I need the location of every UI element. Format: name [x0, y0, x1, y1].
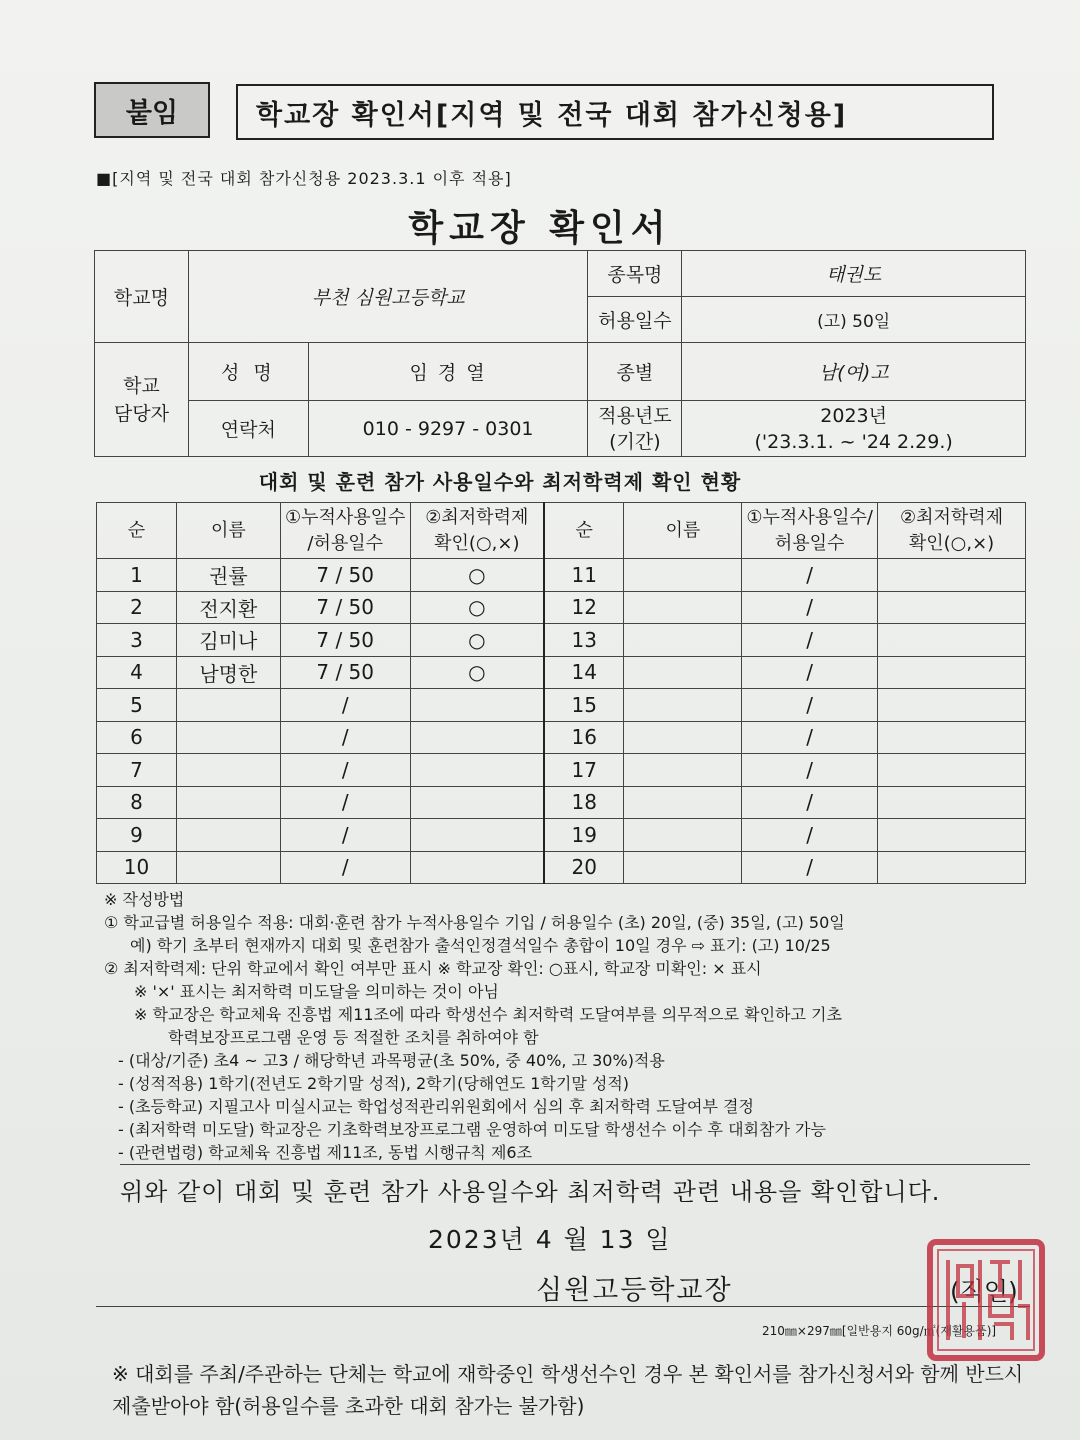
table-cell-no: 17 — [544, 754, 624, 787]
table-cell-check — [878, 624, 1026, 657]
table-row — [97, 754, 1026, 787]
table-cell-no: 9 — [97, 819, 177, 852]
sport-value: 태권도 — [682, 251, 1026, 297]
table-cell-days: / — [280, 689, 410, 722]
table-cell-check — [410, 754, 544, 787]
table-cell-days: 7 / 50 — [280, 624, 410, 657]
table-cell-name — [624, 656, 742, 689]
applicability-note: ■[지역 및 전국 대회 참가신청용 2023.3.1 이후 적용] — [96, 169, 512, 188]
days-value: (고) 50일 — [682, 297, 1026, 343]
table-cell-check: ○ — [410, 656, 544, 689]
table-cell-days: / — [280, 851, 410, 884]
table-cell-days: / — [742, 819, 878, 852]
table-cell-name — [624, 786, 742, 819]
table-cell-no: 10 — [97, 851, 177, 884]
table-cell-days: / — [280, 819, 410, 852]
table-row — [97, 689, 1026, 722]
header-title: 학교장 확인서[지역 및 전국 대회 참가신청용] — [236, 84, 994, 140]
table-row — [97, 721, 1026, 754]
table-cell-name — [176, 721, 280, 754]
info-table — [94, 250, 1026, 457]
col-header-days: ①누적사용일수/ 허용일수 — [742, 503, 878, 559]
table-cell-days: / — [280, 754, 410, 787]
table-row — [97, 656, 1026, 689]
table-row — [97, 786, 1026, 819]
table-cell-name: 남명한 — [176, 656, 280, 689]
table-cell-no: 15 — [544, 689, 624, 722]
col-header-name: 이름 — [176, 503, 280, 559]
table-cell-no: 3 — [97, 624, 177, 657]
table-cell-check — [410, 851, 544, 884]
table-row — [97, 819, 1026, 852]
table-cell-no: 14 — [544, 656, 624, 689]
col-header-no: 순 — [97, 503, 177, 559]
table-cell-name: 전지환 — [176, 591, 280, 624]
table-cell-check — [878, 689, 1026, 722]
gender-label: 종별 — [588, 343, 682, 401]
table-cell-name — [624, 689, 742, 722]
contact-group-label: 학교 담당자 — [95, 343, 189, 457]
table-cell-name — [624, 721, 742, 754]
note-2b-cont: 학력보장프로그램 운영 등 적절한 조치를 취하여야 함 — [168, 1028, 539, 1047]
table-cell-no: 1 — [97, 559, 177, 592]
table-cell-no: 4 — [97, 656, 177, 689]
table-cell-no: 8 — [97, 786, 177, 819]
table-cell-days: / — [742, 624, 878, 657]
gender-value: 남(여)고 — [682, 343, 1026, 401]
table-cell-no: 2 — [97, 591, 177, 624]
table-cell-check — [878, 721, 1026, 754]
table-cell-check — [878, 656, 1026, 689]
table-cell-name — [624, 591, 742, 624]
table-row — [97, 624, 1026, 657]
footer-note: ※ 대회를 주최/주관하는 단체는 학교에 재학중인 학생선수인 경우 본 확인서를 참가신청서와 함께 반드시 제출받아야 함(허용일수를 초과한 대회 참가는 불가함) — [112, 1362, 1024, 1418]
table-cell-no: 13 — [544, 624, 624, 657]
table-cell-name — [176, 851, 280, 884]
table-cell-days: / — [742, 721, 878, 754]
table-cell-check: ○ — [410, 624, 544, 657]
note-1-example: 예) 학기 초부터 현재까지 대회 및 훈련참가 출석인정결석일수 총합이 10일 경우 ⇨ 표기: (고) 10/25 — [130, 936, 831, 955]
col-header-name: 이름 — [624, 503, 742, 559]
table-cell-no: 18 — [544, 786, 624, 819]
table-row — [97, 591, 1026, 624]
table-cell-no: 7 — [97, 754, 177, 787]
divider — [96, 1306, 1030, 1307]
table-cell-no: 6 — [97, 721, 177, 754]
table-cell-days: / — [742, 786, 878, 819]
table-cell-name — [176, 754, 280, 787]
table-cell-name — [624, 754, 742, 787]
note-detail-4: - (최저학력 미도달) 학교장은 기초학력보장프로그램 운영하여 미도달 학생선수 이수 후 대회참가 가능 — [118, 1120, 826, 1139]
table-cell-name: 김미나 — [176, 624, 280, 657]
table-cell-days: / — [742, 656, 878, 689]
table-cell-check — [878, 559, 1026, 592]
sport-label: 종목명 — [588, 251, 682, 297]
table-cell-name — [624, 819, 742, 852]
phone-label: 연락처 — [188, 401, 308, 457]
table-cell-days: / — [280, 721, 410, 754]
official-seal — [924, 1236, 1048, 1364]
table-cell-check: ○ — [410, 591, 544, 624]
table-cell-no: 12 — [544, 591, 624, 624]
attachment-tag: 붙임 — [94, 82, 210, 138]
instructions — [104, 888, 1034, 1164]
confirmation-text: 위와 같이 대회 및 훈련 참가 사용일수와 최저학력 관련 내용을 확인합니다. — [120, 1178, 941, 1206]
table-cell-check — [878, 591, 1026, 624]
table-cell-name — [176, 689, 280, 722]
table-cell-name: 권률 — [176, 559, 280, 592]
name-label: 성 명 — [188, 343, 308, 401]
page-title: 학교장 확인서 — [408, 208, 672, 249]
note-2b: ※ 학교장은 학교체육 진흥법 제11조에 따라 학생선수 최저학력 도달여부를 의무적으로 확인하고 기초 — [134, 1005, 842, 1024]
table-cell-no: 5 — [97, 689, 177, 722]
table-row — [97, 851, 1026, 884]
table-cell-check — [410, 721, 544, 754]
table-row — [97, 559, 1026, 592]
table-cell-no: 20 — [544, 851, 624, 884]
note-detail-5: - (관련법령) 학교체육 진흥법 제11조, 동법 시행규칙 제6조 — [118, 1143, 533, 1162]
table-cell-check — [878, 851, 1026, 884]
table-cell-check: ○ — [410, 559, 544, 592]
table-cell-days: / — [742, 754, 878, 787]
table-cell-days: 7 / 50 — [280, 656, 410, 689]
school-value: 부천 심원고등학교 — [188, 251, 588, 343]
table-cell-check — [410, 689, 544, 722]
col-header-check: ②최저학력제 확인(○,×) — [410, 503, 544, 559]
table-cell-name — [176, 819, 280, 852]
table-cell-no: 16 — [544, 721, 624, 754]
col-header-days: ①누적사용일수 /허용일수 — [280, 503, 410, 559]
section-title: 대회 및 훈련 참가 사용일수와 최저학력제 확인 현황 — [258, 470, 742, 494]
year-value: 2023년 ('23.3.1. ~ '24 2.29.) — [682, 401, 1026, 457]
note-1: ① 학교급별 허용일수 적용: 대회·훈련 참가 누적사용일수 기입 / 허용일수 (초) 20일, (중) 35일, (고) 50일 — [104, 913, 845, 932]
phone-value: 010 - 9297 - 0301 — [308, 401, 588, 457]
table-cell-no: 19 — [544, 819, 624, 852]
table-cell-check — [878, 819, 1026, 852]
table-cell-name — [624, 851, 742, 884]
notes-heading: ※ 작성방법 — [104, 890, 185, 909]
note-detail-1: - (대상/기준) 초4 ~ 고3 / 해당학년 과목평균(초 50%, 중 40%, 고 30%)적용 — [118, 1051, 665, 1070]
col-header-no: 순 — [544, 503, 624, 559]
days-label: 허용일수 — [588, 297, 682, 343]
table-cell-check — [878, 754, 1026, 787]
issue-date: 2023년 4 월 13 일 — [428, 1225, 672, 1254]
table-cell-days: / — [742, 559, 878, 592]
table-cell-no: 11 — [544, 559, 624, 592]
school-label: 학교명 — [95, 251, 189, 343]
col-header-check: ②최저학력제 확인(○,×) — [878, 503, 1026, 559]
note-2: ② 최저학력제: 단위 학교에서 확인 여부만 표시 ※ 학교장 확인: ○표시, 학교장 미확인: × 표시 — [104, 959, 762, 978]
table-cell-days: / — [742, 591, 878, 624]
paper-spec: 210㎜×297㎜[일반용지 60g/㎡(재활용품)] — [762, 1324, 997, 1338]
note-2a: ※ '×' 표시는 최저학력 미도달을 의미하는 것이 아님 — [134, 982, 499, 1001]
principal-name: 심원고등학교장 — [536, 1275, 733, 1306]
table-cell-name — [176, 786, 280, 819]
table-cell-days: 7 / 50 — [280, 591, 410, 624]
table-cell-days: / — [742, 689, 878, 722]
name-value: 임 경 열 — [308, 343, 588, 401]
table-cell-name — [624, 559, 742, 592]
seal-label: (직인) — [950, 1277, 1018, 1306]
table-cell-check — [878, 786, 1026, 819]
table-cell-days: / — [742, 851, 878, 884]
participants-table — [96, 502, 1026, 884]
divider — [120, 1164, 1030, 1165]
note-detail-3: - (초등학교) 지필고사 미실시교는 학업성적관리위원회에서 심의 후 최저학력 도달여부 결정 — [118, 1097, 754, 1116]
note-detail-2: - (성적적용) 1학기(전년도 2학기말 성적), 2학기(당해연도 1학기말 성적) — [118, 1074, 630, 1093]
year-label: 적용년도 (기간) — [588, 401, 682, 457]
table-cell-days: 7 / 50 — [280, 559, 410, 592]
table-cell-name — [624, 624, 742, 657]
table-cell-days: / — [280, 786, 410, 819]
table-cell-check — [410, 819, 544, 852]
table-cell-check — [410, 786, 544, 819]
